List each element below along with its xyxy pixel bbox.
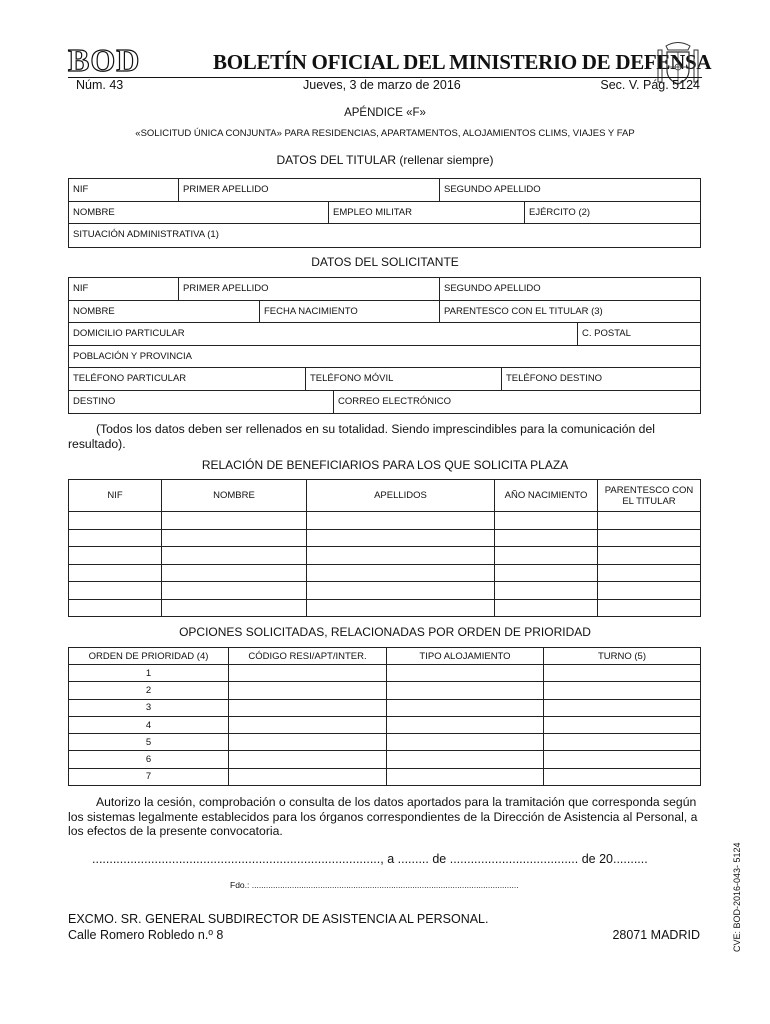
column-header-turno: TURNO (5)	[544, 648, 701, 665]
table-cell[interactable]	[307, 582, 495, 600]
table-cell[interactable]	[387, 682, 544, 699]
issue-number: Núm. 43	[76, 78, 124, 92]
form-row	[69, 202, 700, 225]
field-parentesco[interactable]: PARENTESCO CON EL TITULAR (3)	[444, 305, 603, 317]
beneficiarios-table	[68, 479, 701, 617]
field-telefono-particular[interactable]: TELÉFONO PARTICULAR	[69, 368, 306, 390]
table-row	[69, 512, 701, 530]
table-cell[interactable]	[387, 734, 544, 751]
opciones-table	[68, 647, 701, 786]
table-row	[69, 529, 701, 547]
form-row	[69, 391, 700, 414]
table-row	[69, 716, 701, 733]
priority-number: 3	[69, 699, 229, 716]
cve-code: CVE: BOD-2016-043- 5124	[732, 842, 742, 952]
field-primer-apellido[interactable]: PRIMER APELLIDO	[179, 179, 440, 201]
table-cell[interactable]	[598, 547, 701, 565]
column-header-parentesco: PARENTESCO CON EL TITULAR	[598, 480, 701, 512]
issue-date: Jueves, 3 de marzo de 2016	[303, 78, 461, 92]
priority-number: 1	[69, 665, 229, 682]
column-header-codigo: CÓDIGO RESI/APT/INTER.	[229, 648, 387, 665]
field-nif[interactable]: NIF	[69, 278, 179, 300]
solicitante-heading: DATOS DEL SOLICITANTE	[311, 255, 459, 269]
table-cell[interactable]	[69, 599, 162, 617]
table-row	[69, 682, 701, 699]
table-cell[interactable]	[307, 599, 495, 617]
recipient-street: Calle Romero Robledo n.º 8	[68, 928, 224, 942]
table-cell[interactable]	[544, 751, 701, 768]
table-row	[69, 734, 701, 751]
field-destino[interactable]: DESTINO	[69, 391, 334, 414]
table-cell[interactable]	[387, 665, 544, 682]
table-cell[interactable]	[544, 734, 701, 751]
form-subtitle: «SOLICITUD ÚNICA CONJUNTA» PARA RESIDENCIAS, APARTAMENTOS, ALOJAMIENTOS CLIMS, VIAJES Y FAP	[135, 128, 635, 139]
table-cell[interactable]	[495, 529, 598, 547]
table-cell[interactable]	[162, 529, 307, 547]
table-cell[interactable]	[387, 768, 544, 785]
recipient-city: 28071 MADRID	[612, 928, 700, 942]
field-nif[interactable]: NIF	[69, 179, 179, 201]
beneficiarios-heading: RELACIÓN DE BENEFICIARIOS PARA LOS QUE SOLICITA PLAZA	[201, 458, 569, 472]
table-cell[interactable]	[69, 512, 162, 530]
priority-number: 2	[69, 682, 229, 699]
form-row	[69, 278, 700, 301]
table-row	[69, 699, 701, 716]
field-primer-apellido[interactable]: PRIMER APELLIDO	[179, 278, 440, 300]
table-row	[69, 665, 701, 682]
table-cell[interactable]	[69, 582, 162, 600]
form-row	[69, 346, 700, 369]
table-cell[interactable]	[162, 582, 307, 600]
table-cell[interactable]	[229, 768, 387, 785]
table-row	[69, 582, 701, 600]
table-cell[interactable]	[598, 529, 701, 547]
field-segundo-apellido[interactable]: SEGUNDO APELLIDO	[444, 184, 541, 195]
table-cell[interactable]	[495, 599, 598, 617]
table-cell[interactable]	[229, 751, 387, 768]
field-telefono-movil[interactable]: TELÉFONO MÓVIL	[306, 368, 502, 390]
column-header-tipo-alojamiento: TIPO ALOJAMIENTO	[387, 648, 544, 665]
table-cell[interactable]	[162, 564, 307, 582]
field-segundo-apellido[interactable]: SEGUNDO APELLIDO	[444, 283, 541, 294]
table-row	[69, 547, 701, 565]
table-cell[interactable]	[495, 582, 598, 600]
table-cell[interactable]	[162, 599, 307, 617]
form-row	[69, 368, 700, 391]
titular-form	[68, 178, 701, 248]
priority-number: 7	[69, 768, 229, 785]
field-ejercito[interactable]: EJÉRCITO (2)	[529, 206, 591, 218]
section-page: Sec. V. Pág. 5124	[600, 78, 700, 92]
field-correo-electronico[interactable]: CORREO ELECTRÓNICO	[338, 395, 451, 407]
bulletin-title: BOLETÍN OFICIAL DEL MINISTERIO DE DEFENSA	[213, 50, 712, 74]
table-cell[interactable]	[598, 582, 701, 600]
table-row	[69, 599, 701, 617]
solicitante-form	[68, 277, 701, 414]
table-cell[interactable]	[495, 547, 598, 565]
column-header-nif: NIF	[69, 480, 162, 512]
table-cell[interactable]	[162, 547, 307, 565]
table-cell[interactable]	[162, 512, 307, 530]
table-cell[interactable]	[229, 734, 387, 751]
completion-note: (Todos los datos deben ser rellenados en su totalidad. Siendo imprescindibles para la comunicación del resultado).	[68, 422, 655, 451]
column-header-ano-nacimiento: AÑO NACIMIENTO	[495, 480, 598, 512]
table-cell[interactable]	[387, 699, 544, 716]
table-row	[69, 751, 701, 768]
table-cell[interactable]	[387, 716, 544, 733]
authorization-text: Autorizo la cesión, comprobación o consulta de los datos aportados para la tramitación que corresponda según los sistemas legalmente establecidos para los órganos correspondientes de la Dirección de Asistencia al Personal, a los efectos de la presente convocatoria.	[68, 795, 698, 838]
table-header-row	[69, 480, 701, 512]
form-row	[69, 323, 700, 346]
signature-line[interactable]: Fdo.: .................................................................................................................	[230, 880, 519, 890]
appendix-title: APÉNDICE «F»	[344, 107, 426, 119]
column-header-apellidos: APELLIDOS	[307, 480, 495, 512]
table-row	[69, 564, 701, 582]
form-row	[69, 179, 700, 202]
table-cell[interactable]	[229, 716, 387, 733]
field-empleo-militar[interactable]: EMPLEO MILITAR	[329, 202, 525, 224]
table-cell[interactable]	[307, 529, 495, 547]
field-telefono-destino[interactable]: TELÉFONO DESTINO	[506, 373, 603, 384]
table-cell[interactable]	[307, 564, 495, 582]
table-cell[interactable]	[544, 768, 701, 785]
field-fecha-nacimiento[interactable]: FECHA NACIMIENTO	[260, 301, 440, 323]
table-cell[interactable]	[229, 665, 387, 682]
priority-number: 5	[69, 734, 229, 751]
field-nombre[interactable]: NOMBRE	[69, 301, 260, 323]
table-cell[interactable]	[69, 529, 162, 547]
table-cell[interactable]	[307, 512, 495, 530]
table-cell[interactable]	[387, 751, 544, 768]
recipient-title: EXCMO. SR. GENERAL SUBDIRECTOR DE ASISTENCIA AL PERSONAL.	[68, 912, 489, 926]
table-cell[interactable]	[598, 564, 701, 582]
priority-number: 4	[69, 716, 229, 733]
table-cell[interactable]	[495, 564, 598, 582]
opciones-heading: OPCIONES SOLICITADAS, RELACIONADAS POR ORDEN DE PRIORIDAD	[179, 625, 591, 639]
table-cell[interactable]	[229, 699, 387, 716]
bod-logo: BOD	[68, 42, 141, 78]
table-cell[interactable]	[69, 564, 162, 582]
priority-number: 6	[69, 751, 229, 768]
table-header-row	[69, 648, 701, 665]
field-nombre[interactable]: NOMBRE	[69, 202, 329, 224]
table-row	[69, 768, 701, 785]
table-cell[interactable]	[307, 547, 495, 565]
table-cell[interactable]	[544, 682, 701, 699]
table-cell[interactable]	[598, 512, 701, 530]
table-cell[interactable]	[495, 512, 598, 530]
table-cell[interactable]	[544, 716, 701, 733]
field-domicilio[interactable]: DOMICILIO PARTICULAR	[69, 323, 578, 345]
table-cell[interactable]	[544, 665, 701, 682]
table-cell[interactable]	[598, 599, 701, 617]
column-header-nombre: NOMBRE	[162, 480, 307, 512]
form-row	[69, 301, 700, 324]
table-cell[interactable]	[229, 682, 387, 699]
table-cell[interactable]	[544, 699, 701, 716]
form-row	[69, 224, 700, 247]
table-cell[interactable]	[69, 547, 162, 565]
column-header-orden: ORDEN DE PRIORIDAD (4)	[69, 648, 229, 665]
field-situacion-administrativa[interactable]: SITUACIÓN ADMINISTRATIVA (1)	[73, 229, 219, 240]
field-poblacion-provincia[interactable]: POBLACIÓN Y PROVINCIA	[73, 350, 192, 362]
titular-heading: DATOS DEL TITULAR (rellenar siempre)	[276, 153, 494, 167]
field-codigo-postal[interactable]: C. POSTAL	[582, 328, 631, 339]
place-date-line[interactable]: ..................................................................................., a ......... de ..................................... de 20..........	[92, 852, 648, 866]
